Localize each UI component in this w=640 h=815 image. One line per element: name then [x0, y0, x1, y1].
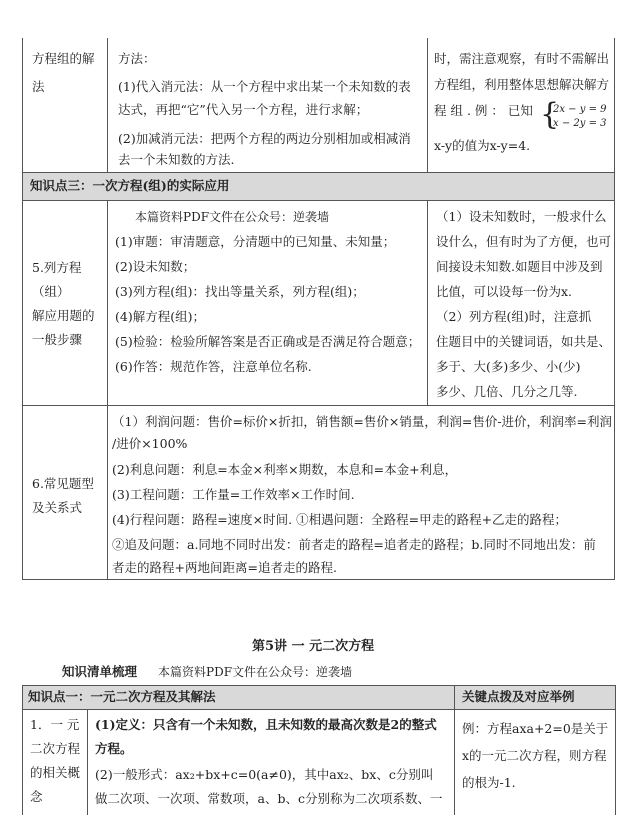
col-separator — [427, 38, 428, 172]
general-form-line1: (2)一般形式：ax₂+bx+c=0(a≠0)，其中ax₂、bx、c分别叫 — [95, 767, 434, 782]
row-label-solve-line1: 方程组的解 — [32, 51, 95, 66]
step-item: (6)作答：规范作答，注意单位名称. — [115, 359, 312, 374]
row-label-concept-line2: 二次方程 — [30, 741, 81, 756]
row-separator — [22, 709, 616, 710]
relation-line: /进价×100% — [112, 436, 188, 451]
step-item: (4)解方程(组)； — [115, 309, 205, 324]
substitution-method-line1: (1)代入消元法：从一个方程中求出某一个未知数的表 — [118, 79, 411, 94]
row-label-steps-line3: 解应用题的 — [32, 308, 95, 323]
example-line: 的根为-1. — [462, 775, 516, 790]
tip-note-line1: 时，需注意观察，有时不需解出 — [434, 51, 610, 66]
relation-line: ②追及问题：a.同地不同时出发：前者走的路程=追者走的路程；b.同时不同地出发：前 — [112, 537, 596, 552]
tip-item: 多少、几倍、几分之几等. — [436, 384, 578, 399]
col-separator — [427, 200, 428, 405]
row-separator — [22, 200, 615, 201]
section-heading-3: 知识点三：一次方程(组)的实际应用 — [30, 178, 230, 193]
tip-item: （1）设未知数时，一般求什么 — [436, 209, 607, 224]
tip-note-line4: x-y的值为x-y=4. — [434, 138, 531, 153]
relation-line: (4)行程问题：路程=速度×时间. ①相遇问题：全路程=甲走的路程+乙走的路程； — [112, 512, 568, 527]
relation-line: (2)利息问题：利息=本金×利率×期数，本息和=本金+利息， — [112, 462, 458, 477]
row-label-types-line1: 6.常见题型 — [32, 476, 94, 491]
tip-item: 设什么，但有时为了方便，也可 — [436, 234, 612, 249]
lecture-title: 第5讲 一 元二次方程 — [252, 639, 375, 654]
table2-header-left: 知识点一：一元二次方程及其解法 — [28, 689, 216, 704]
step-item: (1)审题：审清题意，分清题中的已知量、未知量； — [115, 234, 396, 249]
method-title: 方法： — [118, 51, 156, 66]
relation-line: (3)工程问题：工作量=工作效率×工作时间. — [112, 487, 355, 502]
row-label-steps-line2: （组） — [32, 284, 70, 299]
example-line: 例：方程axa+2=0是关于 — [462, 721, 609, 736]
row-label-solve-line2: 法 — [32, 79, 45, 94]
equation-1: 2x − y = 9 — [553, 104, 607, 115]
table-border-left — [22, 685, 23, 815]
overview-heading: 知识清单梳理 — [62, 664, 138, 679]
tip-item: 住题目中的关键词语，如共是、 — [436, 334, 612, 349]
row-label-steps-line4: 一般步骤 — [32, 332, 83, 347]
step-item: (2)设未知数； — [115, 259, 196, 274]
overview-source: 本篇资料PDF文件在公众号：逆袭墙 — [158, 665, 353, 679]
example-line: x的一元二次方程，则方程 — [462, 748, 607, 763]
tip-item: 比值，可以设每一份为x. — [436, 284, 573, 299]
table-border-left — [22, 38, 23, 580]
table-border-right — [614, 38, 615, 580]
table2-header-right: 关键点拨及对应举例 — [462, 689, 575, 704]
definition-line1: (1)定义：只含有一个未知数，且未知数的最高次数是2的整式 — [95, 717, 437, 732]
row-label-concept-line4: 念 — [30, 789, 43, 804]
general-form-line2: 做二次项、一次项、常数项，a、b、c分别称为二次项系数、一 — [95, 791, 443, 806]
tip-item: 间接设未知数.如题目中涉及到 — [436, 259, 603, 274]
row-label-types-line2: 及关系式 — [32, 500, 83, 515]
relation-line: （1）利润问题：售价=标价×折扣，销售额=售价×销量，利润=售价-进价，利润率=利润 — [112, 414, 613, 429]
step-item: (5)检验：检验所解答案是否正确或是否满足符合题意； — [115, 334, 421, 349]
col-separator — [107, 38, 108, 172]
step-item: (3)列方程(组)：找出等量关系，列方程(组)； — [115, 284, 365, 299]
row-separator — [22, 405, 615, 406]
row-label-concept-line3: 的相关概 — [30, 765, 81, 780]
col-separator — [454, 685, 455, 815]
elimination-method-line2: 去一个未知数的方法. — [118, 152, 235, 167]
col-separator — [107, 200, 108, 580]
equation-2: x − 2y = 3 — [553, 118, 607, 129]
watermark-text: 本篇资料PDF文件在公众号：逆袭墙 — [135, 210, 330, 224]
equation-brace: { — [540, 97, 560, 132]
table-border-right — [615, 685, 616, 815]
definition-line2: 方程。 — [95, 741, 133, 756]
row-label-concept-line1: 1．一 元 — [30, 717, 80, 732]
tip-note-line2: 方程组，利用整体思想解决解方 — [434, 77, 610, 92]
elimination-method-line1: (2)加减消元法：把两个方程的两边分别相加或相减消 — [118, 131, 411, 146]
relation-line: 者走的路程+两地间距离=追者走的路程. — [112, 560, 337, 575]
row-label-steps-line1: 5.列方程 — [32, 260, 82, 275]
col-separator — [87, 709, 88, 815]
tip-item: （2）列方程(组)时，注意抓 — [436, 309, 592, 324]
tip-note-line3: 程 组 . 例 ： 已知 — [434, 103, 533, 118]
substitution-method-line2: 达式，再把“它”代入另一个方程，进行求解； — [118, 102, 369, 117]
tip-item: 多于、大(多)多少、小(少) — [436, 359, 581, 374]
